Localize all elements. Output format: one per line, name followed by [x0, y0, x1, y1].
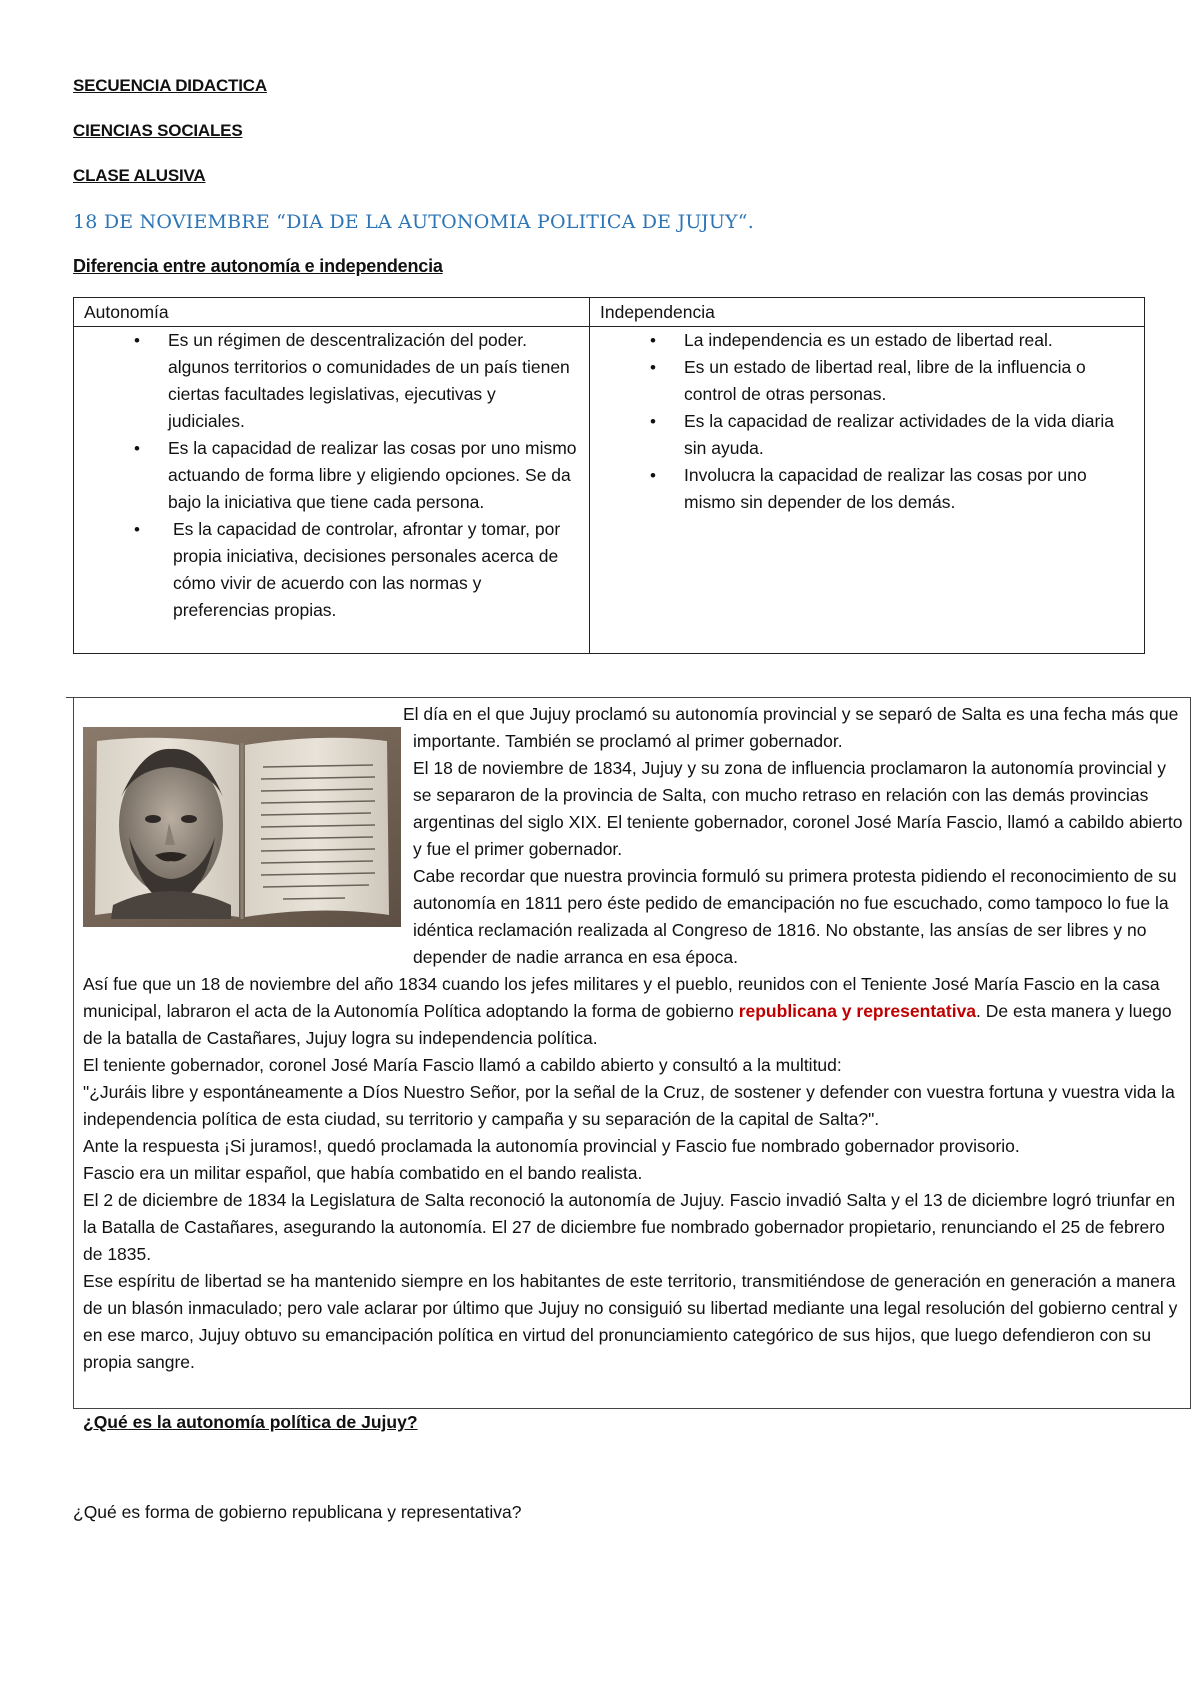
- list-item: • Es la capacidad de realizar actividades de la vida diaria sin ayuda.: [684, 408, 1132, 462]
- doc-heading-class: CLASE ALUSIVA: [73, 166, 206, 185]
- story-paragraph: Ante la respuesta ¡Si juramos!, quedó proclamada la autonomía provincial y Fascio fue nombrado gobernador provisorio.: [83, 1136, 1020, 1156]
- story-text-run: Así fue que un 18 de noviembre del año 1834 cuando los jefes militares y el pueblo, reunidos con el Teniente José María Fascio en la casa municipal, labraron el acta de la Autonomía Política adoptando la forma de gobierno: [83, 974, 1160, 1021]
- comparison-table: [73, 297, 1145, 654]
- independencia-list: [600, 327, 1144, 516]
- story-paragraph: El día en el que Jujuy proclamó su autonomía provincial y se separó de Salta es una fecha más que importante. También se proclamó al primer gobernador.: [403, 704, 1179, 751]
- story-paragraph: Ese espíritu de libertad se ha mantenido siempre en los habitantes de este territorio, transmitiéndose de generación en generación a manera de un blasón inmaculado; pero vale aclarar por último que Jujuy no consiguió su libertad mediante una legal resolución del gobierno central y en ese marco, Jujuy obtuvo su emancipación política en virtud del pronunciamiento categórico de sus hijos, que luego defendieron con su propia sangre.: [83, 1271, 1178, 1372]
- section-title-difference: Diferencia entre autonomía e independencia: [73, 256, 443, 276]
- story-text: [83, 701, 1188, 1376]
- question-autonomia-politica: ¿Qué es la autonomía política de Jujuy?: [83, 1412, 418, 1432]
- story-paragraph: "¿Juráis libre y espontáneamente a Díos Nuestro Señor, por la señal de la Cruz, de sostener y defender con vuestra fortuna y vuestra vida la independencia política de esta ciudad, su territorio y campaña y su separación de la capital de Salta?".: [83, 1082, 1175, 1129]
- list-item: • Es la capacidad de controlar, afrontar y tomar, por propia iniciativa, decisiones personales acerca de cómo vivir de acuerdo con las normas y preferencias propias.: [168, 516, 577, 624]
- list-item: • La independencia es un estado de libertad real.: [684, 327, 1132, 354]
- doc-heading-secuencia: SECUENCIA DIDACTICA: [73, 76, 267, 95]
- column-header-autonomia: Autonomía: [74, 298, 590, 327]
- date-title: 18 DE NOVIEMBRE “DIA DE LA AUTONOMIA POLITICA DE JUJUY“.: [73, 211, 754, 233]
- story-paragraph: Cabe recordar que nuestra provincia formuló su primera protesta pidiendo el reconocimiento de su autonomía en 1811 pero éste pedido de emancipación no fue escuchado, como tampoco lo fue la idéntica reclamación realizada al Congreso de 1816. No obstante, las ansías de ser libres y no depender de nadie arranca en esa época.: [413, 866, 1177, 967]
- doc-heading-subject: CIENCIAS SOCIALES: [73, 121, 243, 140]
- independencia-cell: [590, 327, 1145, 654]
- story-text-run: . De esta manera y luego de la batalla de Castañares, Jujuy logra su independencia política.: [83, 1001, 1172, 1048]
- autonomia-cell: [74, 327, 590, 654]
- story-paragraph: [83, 971, 1188, 1052]
- list-item: • Involucra la capacidad de realizar las cosas por uno mismo sin depender de los demás.: [684, 462, 1132, 516]
- story-paragraph: El 2 de diciembre de 1834 la Legislatura de Salta reconoció la autonomía de Jujuy. Fascio invadió Salta y el 13 de diciembre logró triunfar en la Batalla de Castañares, asegurando la autonomía. El 27 de diciembre fue nombrado gobernador propietario, renunciando el 25 de febrero de 1835.: [83, 1190, 1176, 1264]
- question-forma-gobierno: ¿Qué es forma de gobierno republicana y representativa?: [73, 1502, 522, 1522]
- autonomia-list: [84, 327, 589, 624]
- column-header-independencia: Independencia: [590, 298, 1145, 327]
- story-paragraph: El 18 de noviembre de 1834, Jujuy y su zona de influencia proclamaron la autonomía provincial y se separaron de la provincia de Salta, con mucho retraso en relación con las demás provincias argentinas del siglo XIX. El teniente gobernador, coronel José María Fascio, llamó a cabildo abierto y fue el primer gobernador.: [413, 758, 1183, 859]
- story-paragraph: El teniente gobernador, coronel José María Fascio llamó a cabildo abierto y consultó a la multitud:: [83, 1055, 842, 1075]
- highlight-text: republicana y representativa: [738, 1001, 977, 1021]
- list-item: • Es un estado de libertad real, libre de la influencia o control de otras personas.: [684, 354, 1132, 408]
- story-paragraph: Fascio era un militar español, que había combatido en el bando realista.: [83, 1163, 643, 1183]
- list-item: • Es un régimen de descentralización del poder. algunos territorios o comunidades de un país tienen ciertas facultades legislativas, ejecutivas y judiciales.: [168, 327, 577, 435]
- list-item: • Es la capacidad de realizar las cosas por uno mismo actuando de forma libre y eligiendo opciones. Se da bajo la iniciativa que tiene cada persona.: [168, 435, 577, 516]
